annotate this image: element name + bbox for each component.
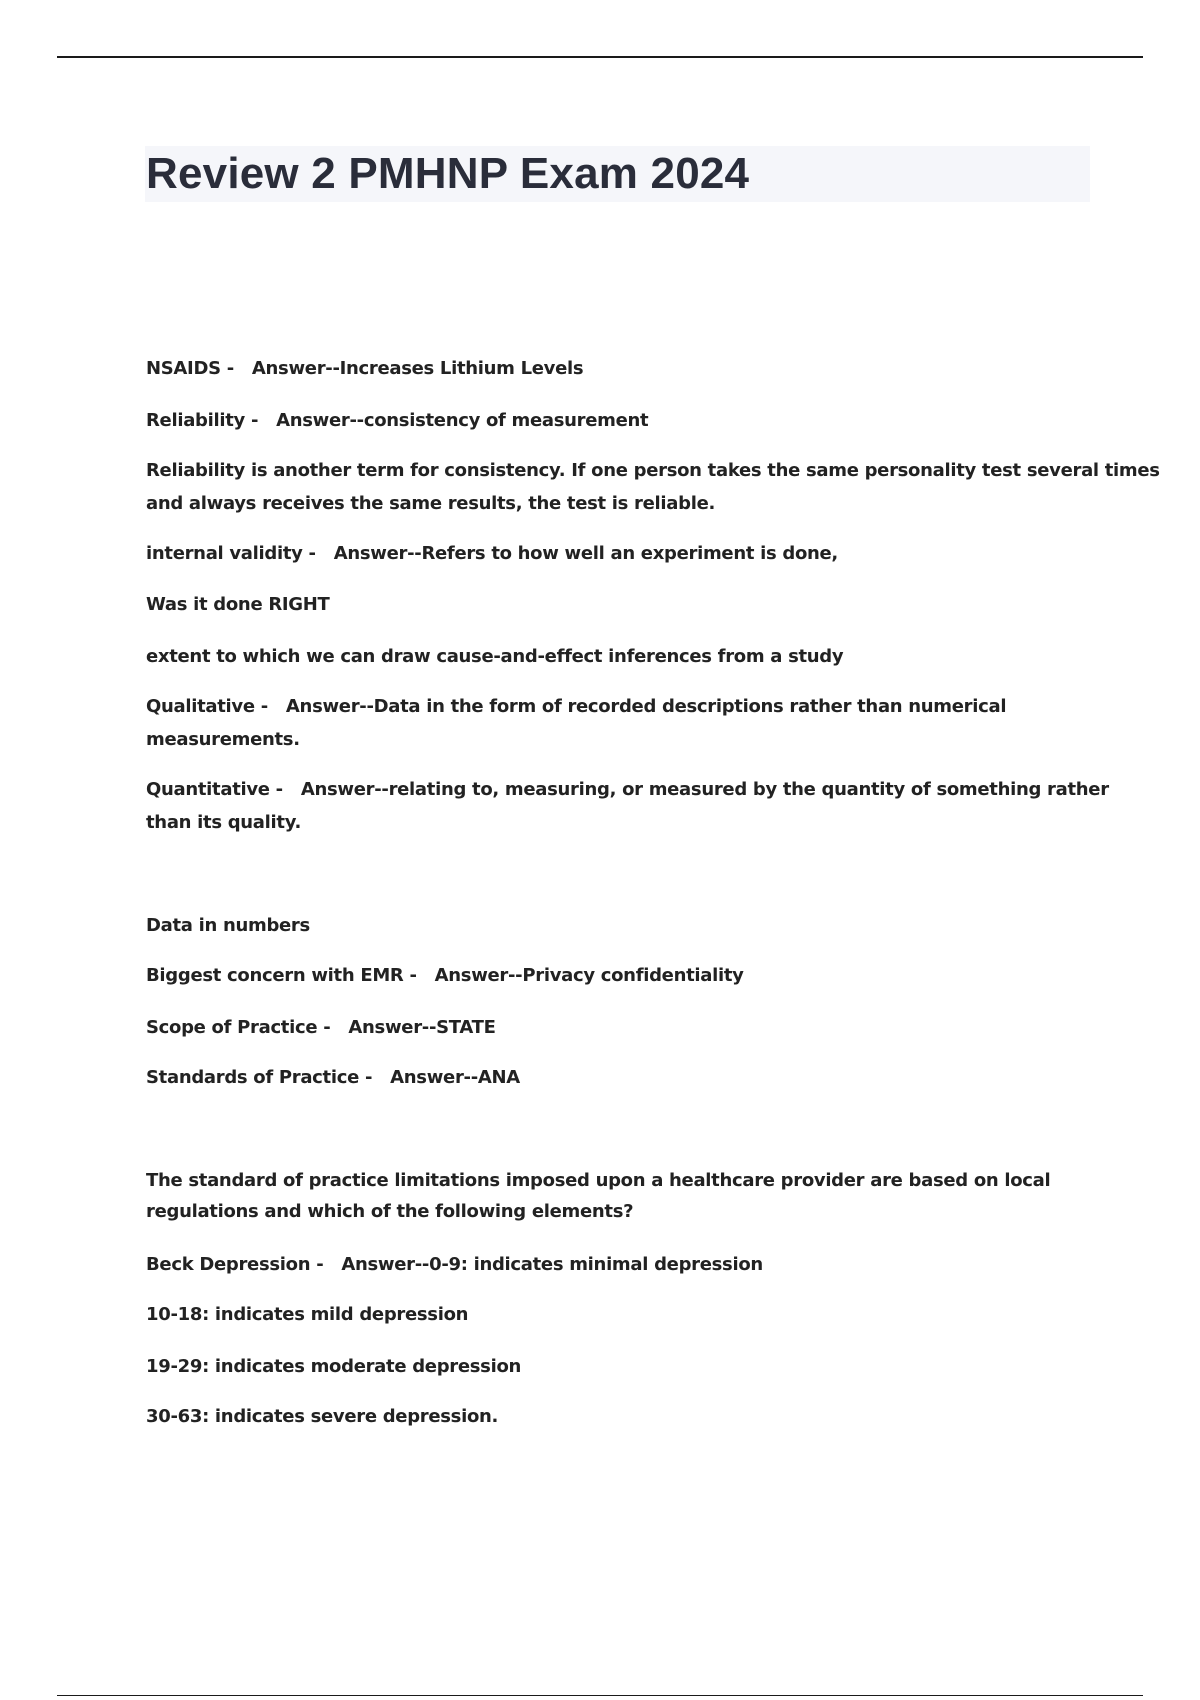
entry-answer: Answer--consistency of measurement bbox=[276, 410, 649, 431]
page-title: Review 2 PMHNP Exam 2024 bbox=[146, 149, 750, 198]
beck-range-severe: 30-63: indicates severe depression. bbox=[146, 1406, 499, 1427]
entry-term: Reliability - bbox=[146, 410, 259, 431]
text-was-it-done-right: Was it done RIGHT bbox=[146, 594, 330, 615]
text-data-in-numbers: Data in numbers bbox=[146, 915, 310, 936]
entry-answer: Answer--0-9: indicates minimal depression bbox=[341, 1254, 763, 1275]
reliability-note-line-2: and always receives the same results, the test is reliable. bbox=[146, 493, 716, 514]
entry-term: Standards of Practice - bbox=[146, 1067, 373, 1088]
entry-qualitative-continuation: measurements. bbox=[146, 729, 300, 750]
entry-internal-validity bbox=[146, 538, 1091, 570]
entry-beck-depression bbox=[146, 1249, 1091, 1281]
entry-answer: Answer--Increases Lithium Levels bbox=[251, 358, 584, 379]
entry-reliability bbox=[146, 405, 1091, 437]
reliability-note-line-1: Reliability is another term for consistency. If one person takes the same personality test several times bbox=[146, 460, 1160, 481]
entry-answer: Answer--Refers to how well an experiment is done, bbox=[333, 543, 838, 564]
entry-standards-of-practice bbox=[146, 1062, 1091, 1094]
question-line-1: The standard of practice limitations imposed upon a healthcare provider are based on local bbox=[146, 1170, 1051, 1191]
entry-nsaids bbox=[146, 353, 1091, 385]
entry-emr bbox=[146, 960, 1091, 992]
entry-answer: Answer--STATE bbox=[348, 1017, 496, 1038]
top-rule bbox=[57, 56, 1143, 58]
entry-quantitative-continuation: than its quality. bbox=[146, 812, 302, 833]
entry-term: Qualitative - bbox=[146, 696, 268, 717]
beck-range-mild: 10-18: indicates mild depression bbox=[146, 1304, 469, 1325]
entry-scope-of-practice bbox=[146, 1012, 1091, 1044]
entry-term: Scope of Practice - bbox=[146, 1017, 331, 1038]
entry-term: Quantitative - bbox=[146, 779, 283, 800]
entry-answer: Answer--relating to, measuring, or measured by the quantity of something rather bbox=[300, 779, 1109, 800]
bottom-rule bbox=[57, 1695, 1143, 1696]
entry-quantitative bbox=[146, 774, 1109, 806]
entry-answer: Answer--Privacy confidentiality bbox=[434, 965, 744, 986]
entry-term: NSAIDS - bbox=[146, 358, 234, 379]
entry-answer: Answer--ANA bbox=[390, 1067, 520, 1088]
entry-qualitative bbox=[146, 691, 1091, 723]
beck-range-moderate: 19-29: indicates moderate depression bbox=[146, 1356, 522, 1377]
entry-term: Biggest concern with EMR - bbox=[146, 965, 417, 986]
entry-answer: Answer--Data in the form of recorded descriptions rather than numerical bbox=[285, 696, 1007, 717]
entry-term: internal validity - bbox=[146, 543, 316, 564]
question-line-2: regulations and which of the following elements? bbox=[146, 1201, 634, 1222]
entry-term: Beck Depression - bbox=[146, 1254, 324, 1275]
text-cause-effect: extent to which we can draw cause-and-effect inferences from a study bbox=[146, 646, 844, 667]
